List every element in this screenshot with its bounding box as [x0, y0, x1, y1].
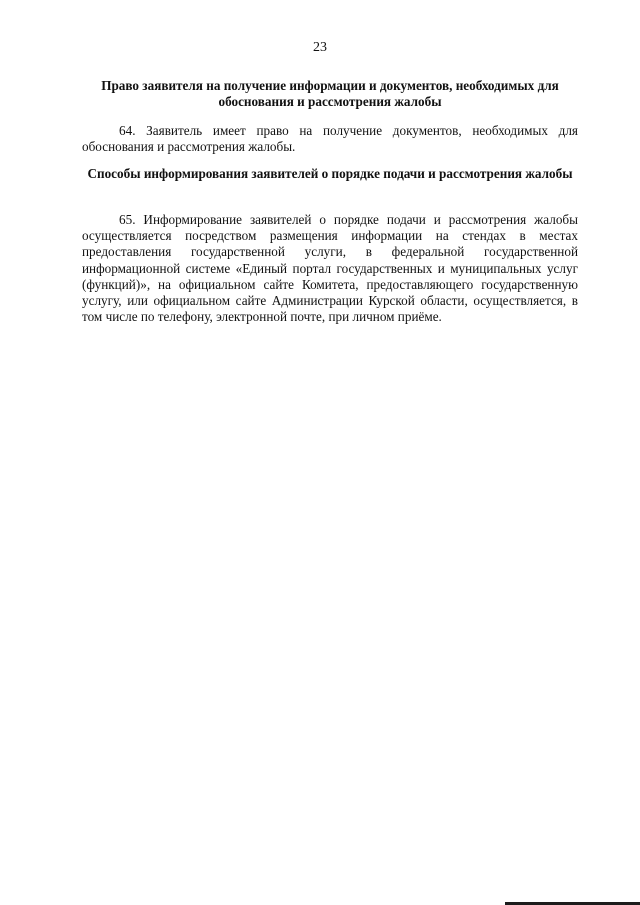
- paragraph-65: 65. Информирование заявителей о порядке подачи и рассмотрения жалобы осуществляется посредством размещения информации на стендах в местах предоставления государственной услуги, в федеральной государственной информационной системе «Единый портал государственных и муниципальных услуг (функций)», на официальном сайте Комитета, предоставляющего государственную услугу, или официальном сайте Администрации Курской области, осуществляется, в том числе по телефону, электронной почте, при личном приёме.: [82, 212, 578, 325]
- section-heading-complaint-info-right: Право заявителя на получение информации и документов, необходимых для обоснования и рассмотрения жалобы: [101, 78, 559, 109]
- section-heading-informing-methods: Способы информирования заявителей о порядке подачи и рассмотрения жалобы: [87, 166, 573, 181]
- paragraph-64: 64. Заявитель имеет право на получение документов, необходимых для обоснования и рассмотрения жалобы.: [82, 123, 578, 155]
- page-number: 23: [313, 40, 327, 55]
